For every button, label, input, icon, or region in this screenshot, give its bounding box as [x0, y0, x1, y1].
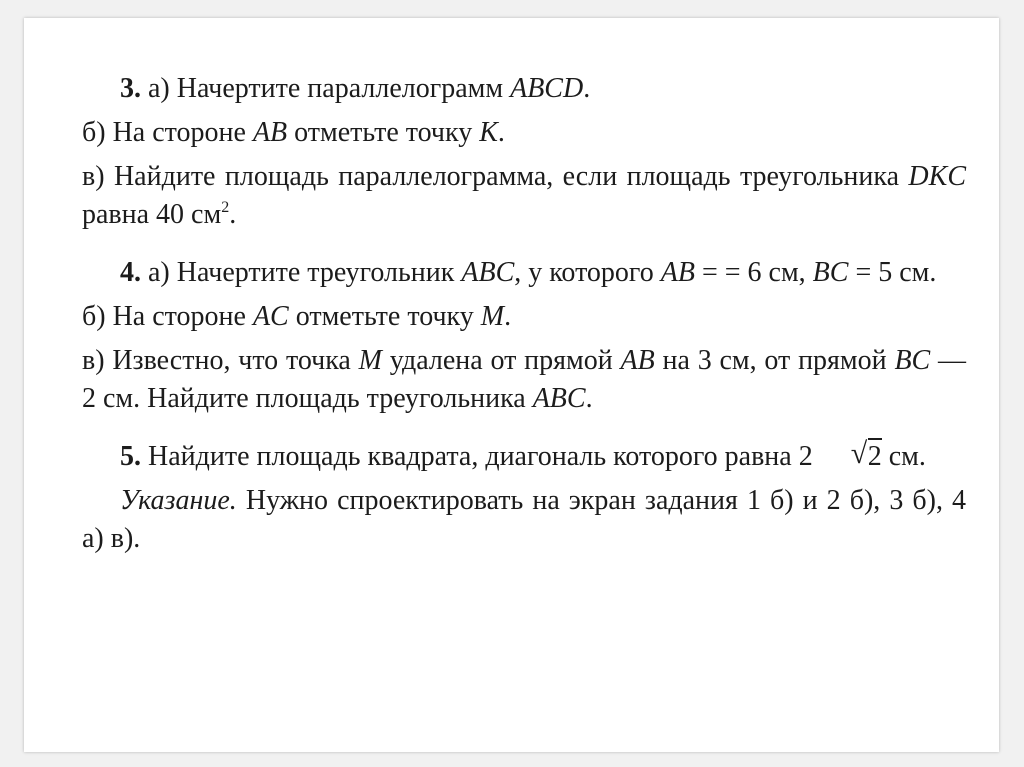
task5: 5. Найдите площадь квадрата, диагональ которого равна 2 √ 2 см. [82, 438, 966, 476]
task4-a: 4. а) Начертите треугольник ABC, у которого AB = = 6 см, BC = 5 см. [120, 257, 937, 288]
task-text [82, 70, 966, 558]
task3-a: 3. а) Начертите параллелограмм ABCD. [120, 73, 591, 104]
radical-sign: √ [850, 437, 868, 470]
square-root: √ 2 [813, 438, 882, 476]
slide-page [24, 18, 999, 752]
hint: Указание. Нужно спроектировать на экран задания 1 б) и 2 б), 3 б), 4 а) в). [82, 485, 966, 554]
hint-label: Указание. [120, 485, 237, 516]
task4-number: 4. [120, 257, 141, 288]
task3-b: б) На стороне AB отметьте точку K. [82, 117, 505, 148]
task4-b: б) На стороне AC отметьте точку M. [82, 301, 512, 332]
task3-number: 3. [120, 73, 141, 104]
task4-c: в) Известно, что точка M удалена от прямой AB на 3 см, от прямой BC — 2 см. Найдите площадь треугольника ABC. [82, 345, 967, 414]
task5-number: 5. [120, 441, 141, 472]
task3-c: в) Найдите площадь параллелограмма, если площадь треугольника DKC равна 40 $см^2$. [82, 161, 966, 230]
